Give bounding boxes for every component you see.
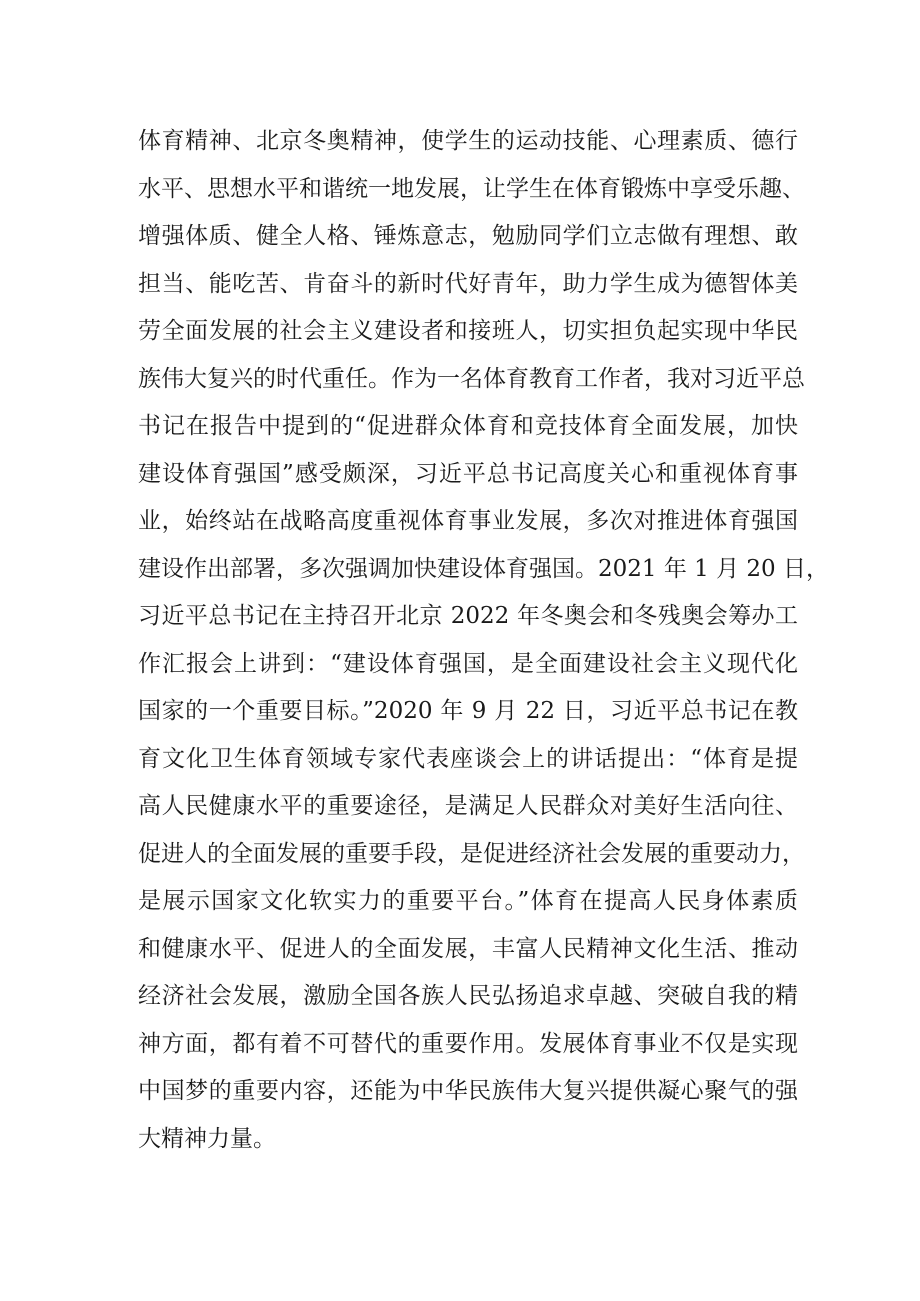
text-line: 作汇报会上讲到：“建设体育强国，是全面建设社会主义现代化 bbox=[138, 650, 798, 677]
text-line: 水平、思想水平和谐统一地发展，让学生在体育锻炼中享受乐趣、 bbox=[138, 175, 805, 202]
body-paragraph bbox=[138, 118, 829, 1163]
text-line: 是展示国家文化软实力的重要平台。”体育在提高人民身体素质 bbox=[138, 888, 798, 914]
text-line: 促进人的全面发展的重要手段，是促进经济社会发展的重要动力， bbox=[138, 840, 805, 867]
text-line: 书记在报告中提到的“促进群众体育和竞技体育全面发展，加快 bbox=[138, 413, 798, 439]
text-line: 担当、能吃苦、肯奋斗的新时代好青年，助力学生成为德智体美 bbox=[138, 270, 798, 297]
text-line: 劳全面发展的社会主义建设者和接班人，切实担负起实现中华民 bbox=[138, 318, 798, 344]
text-line: 族伟大复兴的时代重任。作为一名体育教育工作者，我对习近平总 bbox=[138, 365, 805, 392]
text-line: 业，始终站在战略高度重视体育事业发展，多次对推进体育强国 bbox=[138, 508, 798, 534]
text-line: 建设体育强国”感受颇深，习近平总书记高度关心和重视体育事 bbox=[138, 460, 798, 487]
text-line: 和健康水平、促进人的全面发展，丰富人民精神文化生活、推动 bbox=[138, 935, 798, 962]
text-line: 习近平总书记在主持召开北京 2022 年冬奥会和冬残奥会筹办工 bbox=[138, 603, 798, 629]
text-line: 大精神力量。 bbox=[138, 1125, 276, 1152]
text-line: 建设作出部署，多次强调加快建设体育强国。2021 年 1 月 20 日， bbox=[138, 555, 829, 582]
text-line: 高人民健康水平的重要途径，是满足人民群众对美好生活向往、 bbox=[138, 793, 798, 819]
text-line: 国家的一个重要目标。”2020 年 9 月 22 日，习近平总书记在教 bbox=[138, 698, 798, 724]
text-line: 中国梦的重要内容，还能为中华民族伟大复兴提供凝心聚气的强 bbox=[138, 1078, 798, 1104]
text-line: 经济社会发展，激励全国各族人民弘扬追求卓越、突破自我的精 bbox=[138, 983, 798, 1009]
text-line: 增强体质、健全人格、锤炼意志，勉励同学们立志做有理想、敢 bbox=[138, 223, 798, 249]
text-line: 育文化卫生体育领域专家代表座谈会上的讲话提出：“体育是提 bbox=[138, 745, 798, 772]
text-line: 神方面，都有着不可替代的重要作用。发展体育事业不仅是实现 bbox=[138, 1030, 798, 1057]
text-line: 体育精神、北京冬奥精神，使学生的运动技能、心理素质、德行 bbox=[138, 128, 798, 154]
